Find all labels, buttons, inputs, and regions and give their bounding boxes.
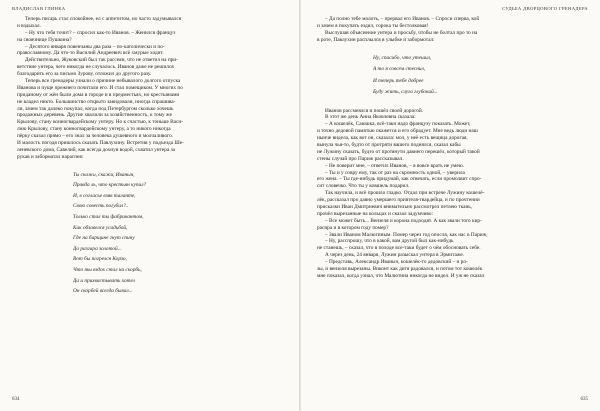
text-line: продажных деревень. Другие хвалили за хозяйственность, к тому же <box>17 112 172 119</box>
right-paragraphs-bottom <box>317 108 585 280</box>
text-line: леневского дома, Савелий, как всегда дохнув водой, схватил унтера за <box>17 146 176 153</box>
text-line: Теперь писарь стал спокойнее, ел с аппетитом, но часто задумывался <box>25 16 182 22</box>
text-line: в роте, Павлухин расплылся в улыбке и забормотал: <box>317 36 435 43</box>
text-line: – Ну что тебя точит? – спросил как-то Иванов. – Женился француз <box>25 29 176 36</box>
text-line: на своячнице Пушкина? <box>17 36 72 43</box>
page-number-right: 635 <box>580 397 588 402</box>
text-line: стены случай про Париж рассказывал. <box>317 155 404 162</box>
verse-line: Буду жить, слуга глубокий... <box>373 89 438 96</box>
text-line: – Ты и у совру ему, так от раз на скромность одной, – уверила <box>325 169 465 176</box>
verse-line: До разгара золотой... <box>73 245 122 252</box>
text-line: присказки Иван Дмитриевич внимательно рассмотрел петлею ткань, <box>317 204 473 211</box>
text-line: не Лужину сказать, будто от протянути давнего перешёл, который такой <box>317 148 480 155</box>
text-line: Иванов рассмеялся и пошёл своей дорогой. <box>325 107 424 114</box>
text-line: зы, и вензеля вырезаны. Виконт как дитя радовался, и потом тот кошелёк <box>317 266 483 273</box>
text-line: Выслушав объяснение унтера и просьбу, чтобы не болтал про то на <box>325 29 478 36</box>
right-page <box>301 0 600 411</box>
verse-line: Ну, спасибо, что утешил, <box>373 54 432 61</box>
text-line: Теперь все гренадеры узнали о причине небывалого долгого отпуска <box>25 78 181 85</box>
verse-line: Правда ль, что крестьян купил? <box>73 182 147 189</box>
verse-line: Только стал ты фабрикантом, <box>73 214 144 221</box>
verse-line: Свою совесть погубил?.. <box>73 203 129 210</box>
left-page-text <box>17 16 285 306</box>
verse-line: Где на барщине гнут спину <box>73 235 135 242</box>
text-line: – Представь, Александр Иваныч, кошелёк-то дедовский – и ро- <box>325 259 468 266</box>
text-line: – Звали Иваном Малюгиным. Помер через год опосля, как нас в Париж, <box>325 231 488 238</box>
text-line: приданому от жён были дома в городе и в предместьях, но крестьянами <box>17 91 180 98</box>
text-line: вынула чья-то, будто от протряти вашего поднялся, сказал кабы <box>317 142 461 149</box>
text-line: расира и в котором году помер? <box>317 224 389 231</box>
text-line: Иванова и пуще прежнего почитали его. И стал помещиком. У многих по <box>17 84 183 91</box>
right-page-text <box>317 16 585 280</box>
text-line: православному. Да что-то Василий Андреевич всё хмурые ходит. <box>17 50 164 57</box>
text-line: не владел никто. Большинство открыто завидовали, иногда спрашива- <box>17 98 176 105</box>
verse-line: Что ты вздох стал на скорбь, <box>73 267 142 274</box>
left-paragraphs <box>17 16 285 161</box>
text-line: – Да полно тебе молоть, – прервал его Иванов. – Спроси сперва, кой <box>325 16 480 22</box>
verse-line: Он скорбей всегда бывал... <box>73 288 133 295</box>
running-header-left: ВЛАДИСЛАВ ГЛИНКА <box>12 6 66 11</box>
text-line: и зачем я покупать ездил, сорока ты бестолковая! <box>317 22 429 29</box>
verse-line: А то я совсем стеснил, <box>373 66 426 73</box>
text-line: – Десятого января повенчаны два раза – по-католически и по- <box>25 43 165 50</box>
text-line: рукав и заборматал нараспев: <box>17 153 84 160</box>
text-line: И малость погодя пришлось сказать Павлухину. Встретив у подъезда Ше- <box>17 140 184 147</box>
verse-line: Как обзавелся усадьбой, <box>73 224 128 231</box>
text-line: нынче видела, как вот он, сказала: мол, у неё есть вещица дорогая, <box>317 135 468 142</box>
text-line: Так научила, и всё прошло гладко. Отдал при встрече Лужину кошелё- <box>325 190 485 197</box>
text-line: лёк, рассказал про давно умершего приятеля-гвардейца, и по прочтении <box>317 197 480 204</box>
text-line: благодарить его за письмо Зурову, отложил до другого разу. <box>17 71 152 78</box>
text-line: пёрку сказал прямо – его знал за человека душевного и молчаливого. <box>17 133 174 140</box>
verse-line: Да и прихвастывать хотел <box>73 277 135 284</box>
text-line: ветствие унтера, чего никогда не случалось. Иванов даже не решился <box>17 64 174 71</box>
left-page <box>0 0 299 411</box>
running-header-right: СУДЬБА ДВОРЦОВОГО ГРЕНАДЕРА <box>502 6 588 11</box>
verse-line: И, в согласье взяв таланте, <box>73 192 136 199</box>
text-line: – Не поверит мне, – ответил Иванов, – я вовсе врать не умею. <box>325 162 465 169</box>
text-line: А через день, 24 января, Лужин разыскал унтера в Эрмитаже. <box>325 252 465 259</box>
text-line: – Ну, расспрошу, что в какой, вам другой был как-нибудь <box>325 238 454 245</box>
text-line: Действительно, Жуковский был так рассеян, что не ответил на при- <box>25 57 178 64</box>
text-line: ли, зачем так далеко покупал, когда под Петербургом сколько хочешь <box>17 105 174 112</box>
text-line: и вздыхал. <box>17 22 41 29</box>
text-line: – А кошелёк, Саюшка, всё-таки надо французу показать. Может, <box>325 121 471 128</box>
right-paragraphs-top <box>317 16 585 44</box>
text-line: прочёл вырезанные на кольцах и сказал задумчиво: <box>317 210 434 217</box>
text-line: – Все может быть... Вензеля и корона подходят. А как звали того кир- <box>325 217 482 224</box>
text-line: Крылову, стану конногвардейскому унтеру. Но к счастью, к тоньше Васи- <box>17 119 183 126</box>
text-line: сит словечко. Что ты у ковшель подарил. <box>317 183 410 190</box>
text-line: мне показал, когда узнал, что Малютина никогда не видел. И уж не сказал <box>317 272 485 279</box>
page-number-left: 634 <box>12 397 20 402</box>
text-line: В этот же день Анна Яковлевна сказала: <box>325 114 416 121</box>
verse-line: Вот бы погрелся Корзо, <box>73 256 127 263</box>
right-verse <box>373 53 585 99</box>
verse-line: Ты скажи, скажи, Иваныч, <box>73 171 135 178</box>
text-line: его жена. – Ты где-нибудь придумай, как отвечать, если промолвит спро- <box>317 176 482 183</box>
text-line: и точно дедовой памятью окажется и его обрадует. Мне ведь люди наш <box>317 128 478 135</box>
left-verse <box>73 170 285 297</box>
text-line: лию Крылову, стану конногвардейскому унтеру, а то никого никогда <box>17 126 171 133</box>
verse-line: И теперь тебе добрее <box>373 77 424 84</box>
text-line: не станешь, – сказал, что в походе все-таки будет о чём обосновать себе. <box>317 245 481 252</box>
